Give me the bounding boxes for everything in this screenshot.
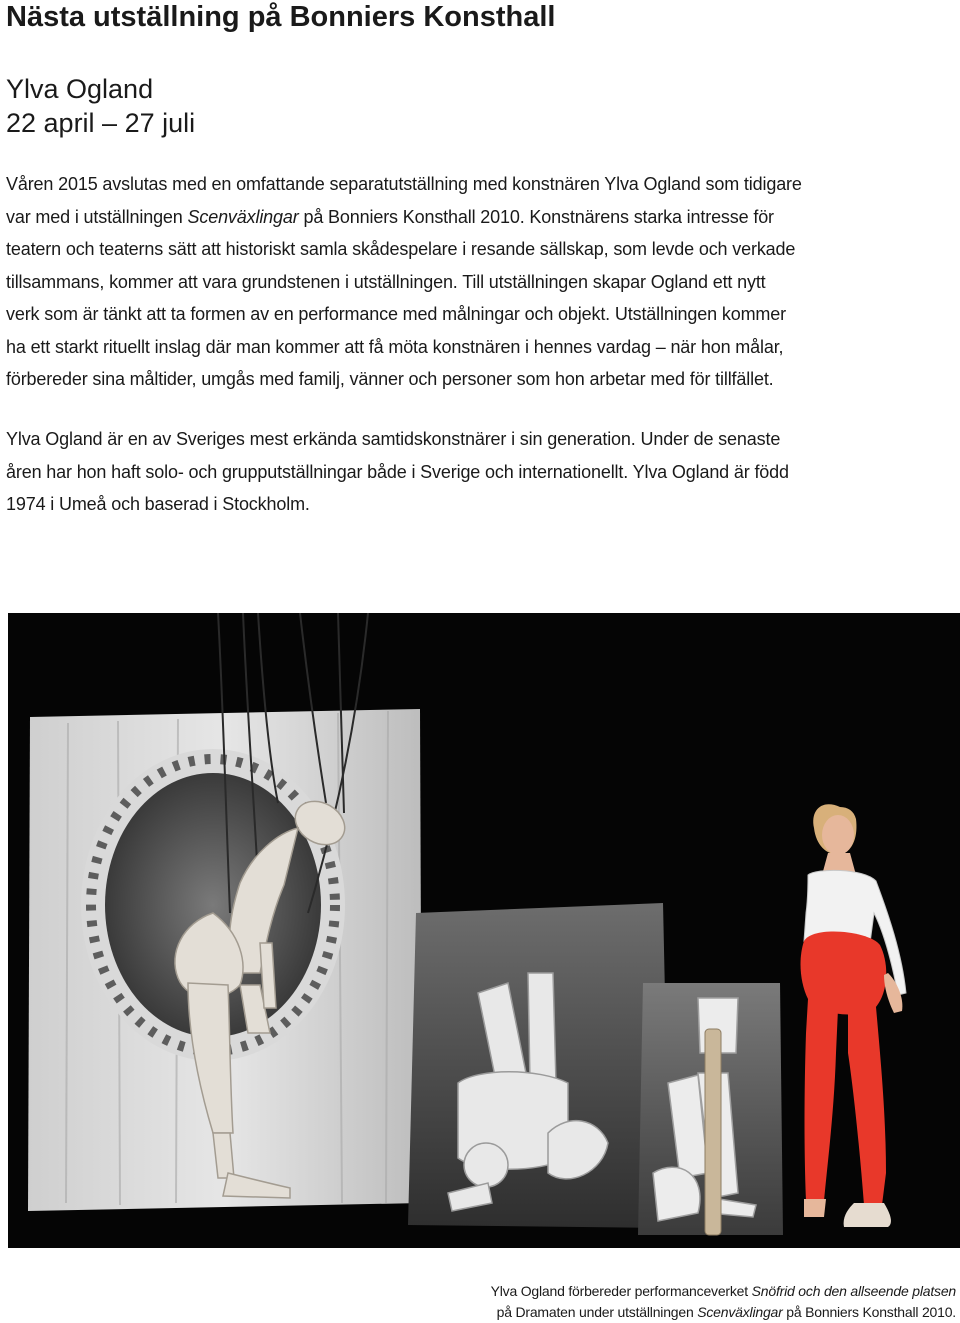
- photo-illustration: [8, 613, 960, 1248]
- paragraph-line: tillsammans, kommer att vara grundstenen i utställningen. Till utställningen skapar Ogland ett nytt: [6, 271, 766, 292]
- painting-canvas-large: [408, 903, 670, 1228]
- paragraph-line: Våren 2015 avslutas med en omfattande separatutställning med konstnären Ylva Ogland som tidigare: [6, 174, 802, 194]
- text-run: på Dramaten under utställningen: [496, 1304, 698, 1320]
- artist-name: Ylva Ogland: [6, 74, 154, 104]
- performance-photo: [8, 613, 960, 1248]
- paragraph-line: förbereder sina måltider, umgås med familj, vänner och personer som hon arbetar med för tillfället.: [6, 369, 774, 389]
- paragraph-line: verk som är tänkt att ta formen av en performance med målningar och objekt. Utställningen kommer: [6, 304, 786, 324]
- photo-caption: [491, 1281, 956, 1323]
- exhibition-title-italic: Scenväxlingar: [187, 206, 299, 227]
- text-run: Ylva Ogland förbereder performanceverket: [490, 1283, 752, 1299]
- exhibition-title-italic: Scenväxlingar: [697, 1304, 783, 1320]
- paragraph-line: teatern och teaterns sätt att historiskt samla skådespelare i resande sällskap, som levde och verkade: [6, 239, 796, 259]
- paragraph-line: [6, 201, 958, 234]
- paragraph-line: ha ett starkt rituellt inslag där man kommer att få möta konstnären i hennes vardag – när hon målar,: [6, 336, 784, 357]
- bio-paragraph: [6, 423, 958, 521]
- caption-line: [491, 1302, 956, 1323]
- text-run: på Bonniers Konsthall 2010. Konstnärens starka intresse för: [298, 206, 774, 227]
- text-run: på Bonniers Konsthall 2010.: [782, 1304, 956, 1320]
- caption-line: [491, 1281, 956, 1302]
- intro-paragraph: [6, 168, 958, 396]
- paper-tube: [705, 1029, 721, 1235]
- paragraph-line: 1974 i Umeå och baserad i Stockholm.: [6, 494, 310, 514]
- paragraph-line: åren har hon haft solo- och grupputställningar både i Sverige och internationellt. Ylva Ogland är född: [6, 461, 789, 482]
- paragraph-line: Ylva Ogland är en av Sveriges mest erkända samtidskonstnärer i sin generation. Under de senaste: [6, 429, 781, 449]
- page-title: Nästa utställning på Bonniers Konsthall: [6, 1, 556, 33]
- text-run: var med i utställningen: [6, 206, 188, 227]
- performance-title-italic: Snöfrid och den allseende platsen: [751, 1283, 956, 1299]
- exhibition-dates: 22 april – 27 juli: [6, 108, 196, 138]
